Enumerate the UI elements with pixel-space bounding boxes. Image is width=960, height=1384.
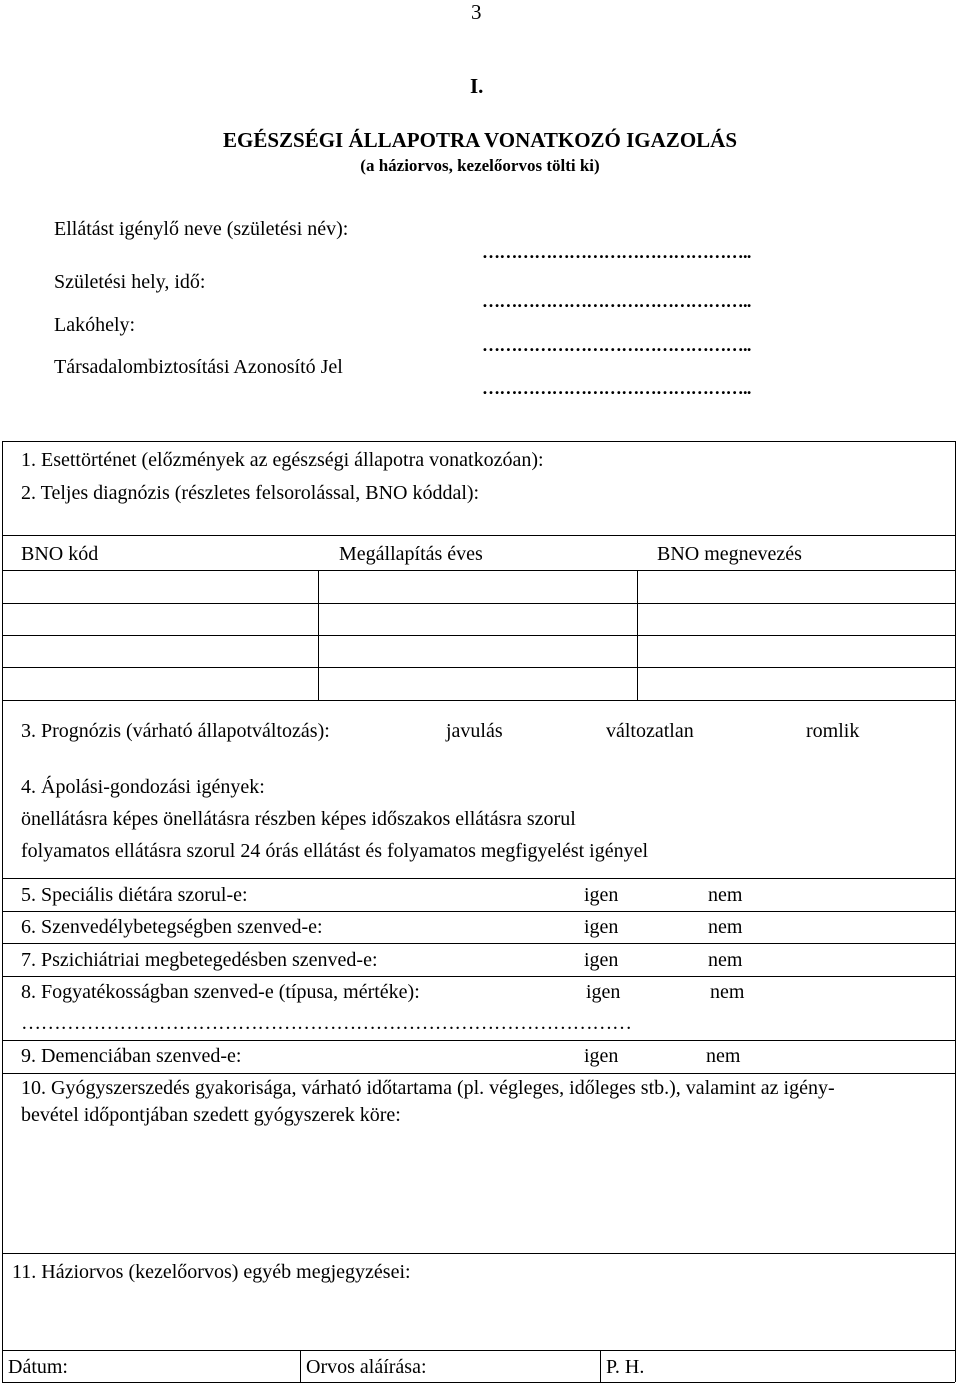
year-cell[interactable] [319,571,636,602]
bno-name-cell[interactable] [638,571,954,602]
remarks-label: 11. Háziorvos (kezelőorvos) egyéb megjegyzései: [12,1261,411,1283]
care-needs-label: 4. Ápolási-gondozási igények: [21,776,265,798]
psychiatric-question: 7. Pszichiátriai megbetegedésben szenved-e: [21,949,378,971]
diet-yes[interactable]: igen [584,884,619,906]
document-title: EGÉSZSÉGI ÁLLAPOTRA VONATKOZÓ IGAZOLÁS [222,128,738,152]
addiction-yes[interactable]: igen [584,916,619,938]
bno-name-cell[interactable] [638,636,954,666]
name-label: Ellátást igénylő neve (születési név): [54,218,349,240]
page-number: 3 [471,0,482,24]
address-label: Lakóhely: [54,314,136,336]
bno-code-header: BNO kód [21,543,99,565]
bno-name-cell[interactable] [638,604,954,634]
address-blank[interactable]: ……………………………………….. [482,335,751,355]
bno-code-cell[interactable] [3,571,317,602]
year-cell[interactable] [319,636,636,666]
disability-yes[interactable]: igen [586,981,621,1003]
birth-label: Születési hely, idő: [54,271,206,293]
psychiatric-no[interactable]: nem [708,949,743,971]
dementia-no[interactable]: nem [706,1045,741,1067]
bno-name-header: BNO megnevezés [657,543,802,565]
name-blank[interactable]: ……………………………………….. [482,242,751,262]
stamp-label: P. H. [606,1356,645,1378]
bno-name-cell[interactable] [638,668,954,699]
taj-blank[interactable]: ……………………………………….. [482,378,751,398]
prognosis-option-unchanged[interactable]: változatlan [606,720,694,742]
diet-question: 5. Speciális diétára szorul-e: [21,884,248,906]
document-subtitle: (a háziorvos, kezelőorvos tölti ki) [360,156,600,175]
dementia-question: 9. Demenciában szenved-e: [21,1045,242,1067]
addiction-question: 6. Szenvedélybetegségben szenved-e: [21,916,323,938]
year-cell[interactable] [319,604,636,634]
bno-code-cell[interactable] [3,668,317,699]
addiction-no[interactable]: nem [708,916,743,938]
year-header: Megállapítás éves [339,543,483,565]
year-cell[interactable] [319,668,636,699]
medication-answer-area[interactable] [3,1130,954,1252]
diet-no[interactable]: nem [708,884,743,906]
medication-question-line-2: bevétel időpontjában szedett gyógyszerek köre: [21,1104,401,1126]
remarks-answer-area[interactable] [3,1290,954,1349]
bno-code-cell[interactable] [3,636,317,666]
disability-question: 8. Fogyatékosságban szenved-e (típusa, mértéke): [21,981,420,1003]
prognosis-option-worsening[interactable]: romlik [806,720,860,742]
disability-blank[interactable]: ………………………………………………………………………………… [21,1012,632,1034]
dementia-yes[interactable]: igen [584,1045,619,1067]
signature-label: Orvos aláírása: [306,1356,427,1378]
prognosis-label: 3. Prognózis (várható állapotváltozás): [21,720,330,742]
medication-question-line-1: 10. Gyógyszerszedés gyakorisága, várható időtartama (pl. végleges, időleges stb.), valamint az igény- [21,1077,835,1099]
taj-label: Társadalombiztosítási Azonosító Jel [54,356,343,378]
disability-no[interactable]: nem [710,981,745,1003]
prognosis-option-improving[interactable]: javulás [446,720,503,742]
care-options-line-1[interactable]: önellátásra képes önellátásra részben képes időszakos ellátásra szorul [21,808,576,830]
psychiatric-yes[interactable]: igen [584,949,619,971]
part-number: I. [470,74,484,98]
date-label: Dátum: [8,1356,68,1378]
birth-blank[interactable]: ……………………………………….. [482,291,751,311]
history-label: 1. Esettörténet (előzmények az egészségi állapotra vonatkozóan): [21,449,544,471]
bno-code-cell[interactable] [3,604,317,634]
care-options-line-2[interactable]: folyamatos ellátásra szorul 24 órás ellátást és folyamatos megfigyelést igényel [21,840,649,862]
diagnosis-label: 2. Teljes diagnózis (részletes felsorolással, BNO kóddal): [21,482,480,504]
